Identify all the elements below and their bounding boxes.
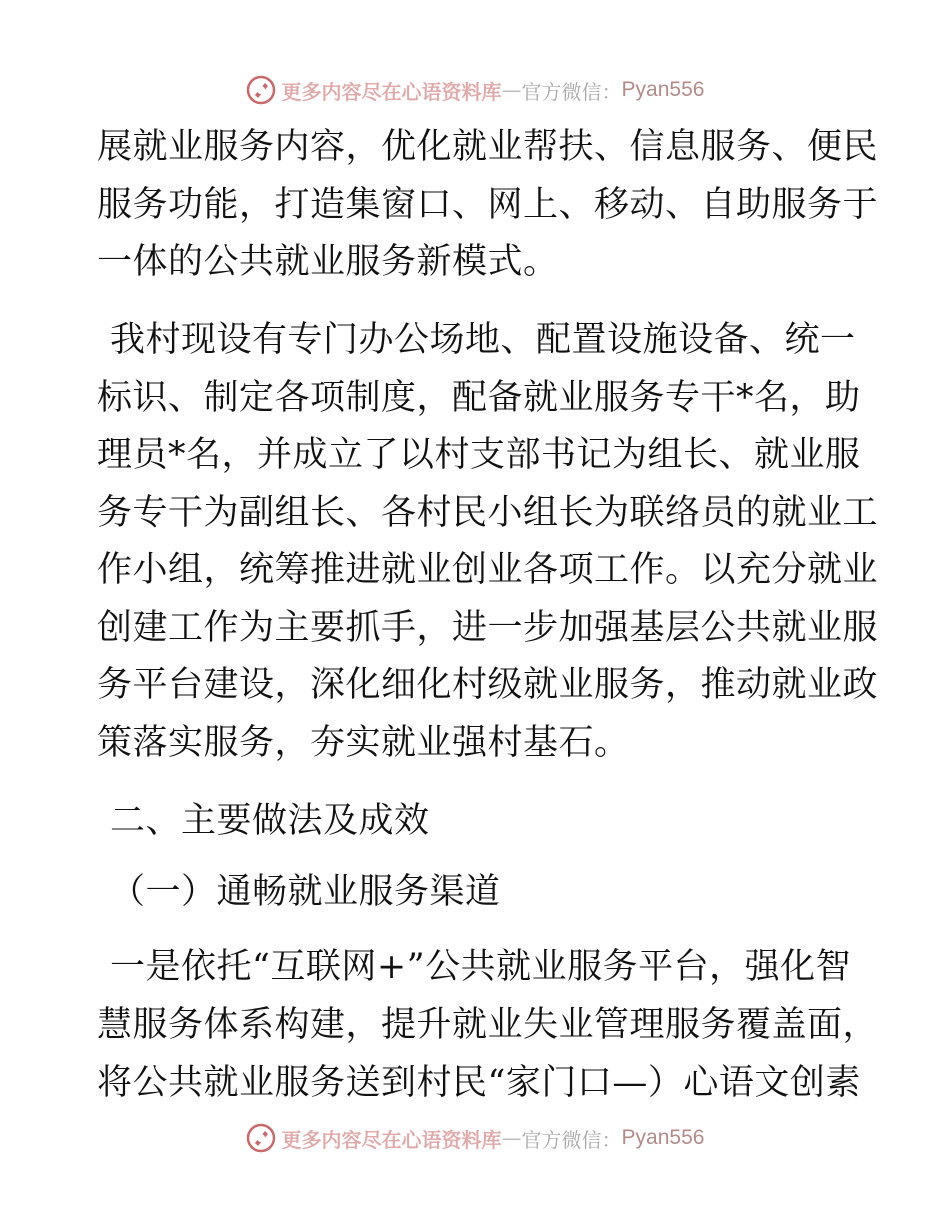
text-line: 务专干为副组长、各村民小组长为联络员的就业工 — [97, 493, 879, 533]
logo-icon — [246, 75, 276, 105]
text-line: 标识、制定各项制度，配备就业服务专干*名，助 — [97, 378, 861, 418]
text-line: 服务功能，打造集窗口、网上、移动、自助服务于 — [97, 185, 879, 225]
text-line: 慧服务体系构建，提升就业失业管理服务覆盖面， — [97, 1005, 879, 1045]
text-line: 将公共就业服务送到村民“家门口—）心语文创素 — [97, 1063, 861, 1103]
text-line: 务平台建设，深化细化村级就业服务，推动就业政 — [97, 665, 879, 705]
text-line: 作小组，统筹推进就业创业各项工作。以充分就业 — [97, 550, 879, 590]
subsection-heading: （一）通畅就业服务渠道 — [110, 872, 501, 912]
watermark-wechat-label: 官方微信： — [521, 79, 622, 104]
footer-watermark — [0, 1118, 950, 1158]
watermark-text: 更多内容尽在心语资料库 — [281, 79, 502, 104]
watermark-text: 更多内容尽在心语资料库 — [281, 1127, 502, 1152]
text-line: 策落实服务，夯实就业强村基石。 — [97, 723, 630, 763]
watermark-dash: — — [501, 1126, 522, 1150]
text-line: 我村现设有专门办公场地、配置设施设备、统一 — [110, 320, 856, 360]
section-heading: 二、主要做法及成效 — [110, 801, 430, 841]
text-line: 展就业服务内容，优化就业帮扶、信息服务、便民 — [97, 127, 879, 167]
text-line: 创建工作为主要抓手，进一步加强基层公共就业服 — [97, 608, 879, 648]
text-line: 理员*名，并成立了以村支部书记为组长、就业服 — [97, 435, 861, 475]
watermark-wechat-label: 官方微信： — [521, 1127, 622, 1152]
watermark-dash: — — [501, 78, 522, 102]
watermark-wechat-id: Pyan556 — [621, 1126, 705, 1149]
header-watermark — [0, 70, 950, 110]
text-line: 一是依托“互联网+”公共就业服务平台，强化智 — [110, 947, 852, 987]
text-line: 一体的公共就业服务新模式。 — [97, 242, 559, 282]
watermark-wechat-id: Pyan556 — [621, 78, 705, 101]
logo-icon — [246, 1123, 276, 1153]
